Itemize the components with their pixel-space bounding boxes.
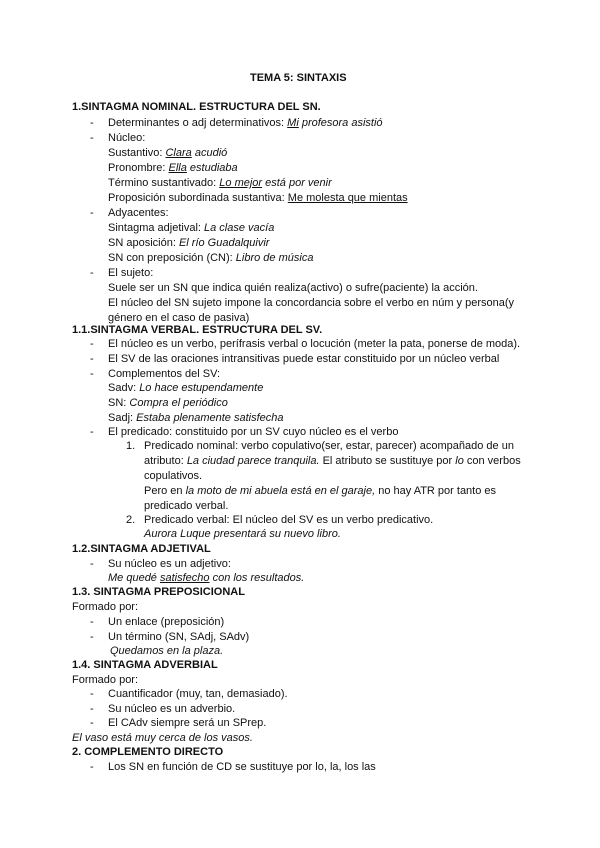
bullet-dash: - <box>90 761 94 773</box>
label: Determinantes o adj determinativos: <box>108 117 288 129</box>
sv-item-2: El SV de las oraciones intransitivas puede estar constituido por un núcleo verbal <box>108 353 500 365</box>
bullet-dash: - <box>90 703 94 715</box>
text: atributo: <box>144 455 187 467</box>
pn-line-2 <box>144 455 521 468</box>
line-sustantivo <box>108 147 227 160</box>
label: Pronombre: <box>108 162 169 174</box>
cd-item-1: Los SN en función de CD se sustituye por lo, la, los las <box>108 761 376 773</box>
label: Sadv: <box>108 382 140 394</box>
bullet-dash: - <box>90 688 94 700</box>
heading-sintagma-verbal: 1.1.SINTAGMA VERBAL. ESTRUCTURA DEL SV. <box>72 324 323 336</box>
label: SN aposición: <box>108 237 179 249</box>
item-sujeto: El sujeto: <box>108 267 154 279</box>
pn-line-1: Predicado nominal: verbo copulativo(ser, estar, parecer) acompañado de un <box>144 440 514 452</box>
pn-line-3: copulativos. <box>144 470 203 482</box>
example: Lo hace estupendamente <box>139 382 264 394</box>
example: estudiaba <box>186 162 238 174</box>
label: Sintagma adjetival: <box>108 222 204 234</box>
text: con los resultados. <box>209 572 305 584</box>
bullet-dash: - <box>90 207 94 219</box>
sv-item-1: El núcleo es un verbo, perífrasis verbal o locución (meter la pata, ponerse de moda). <box>108 338 521 350</box>
example-underlined: Mi <box>287 117 299 129</box>
label: Sustantivo: <box>108 147 166 159</box>
sujeto-line-3: género en el caso de pasiva) <box>108 312 250 324</box>
heading-sintagma-nominal: 1.SINTAGMA NOMINAL. ESTRUCTURA DEL SN. <box>72 101 321 113</box>
bullet-dash: - <box>90 616 94 628</box>
pv-line-1: Predicado verbal: El núcleo del SV es un verbo predicativo. <box>144 514 434 526</box>
sprep-item-1: Un enlace (preposición) <box>108 616 225 628</box>
example: La clase vacía <box>204 222 275 234</box>
line-sadj <box>108 222 274 235</box>
sprep-item-2: Un término (SN, SAdj, SAdv) <box>108 631 250 643</box>
bullet-dash: - <box>90 368 94 380</box>
example: El río Guadalquivir <box>178 237 270 249</box>
example: está por venir <box>262 177 332 189</box>
line-termino <box>108 177 332 190</box>
pn-line-5: predicado verbal. <box>144 500 229 512</box>
text: no hay ATR por tanto es <box>375 485 497 497</box>
sadv-formado: Formado por: <box>72 674 139 686</box>
sadj-example <box>108 572 304 585</box>
bullet-dash: - <box>90 353 94 365</box>
example: Estaba plenamente satisfecha <box>136 412 284 424</box>
pv-example: Aurora Luque presentará su nuevo libro. <box>144 528 341 540</box>
line-aposicion <box>108 237 269 250</box>
label: Proposición subordinada sustantiva: <box>108 192 288 204</box>
label: SN: <box>108 397 130 409</box>
sv-predicado: El predicado: constituido por un SV cuyo núcleo es el verbo <box>108 426 399 438</box>
item-adyacentes: Adyacentes: <box>108 207 169 219</box>
pn-line-4 <box>144 485 496 498</box>
line-sadj-sv <box>108 412 284 425</box>
sprep-example: Quedamos en la plaza. <box>110 645 224 657</box>
bullet-dash: - <box>90 631 94 643</box>
line-preposicion <box>108 252 313 265</box>
sujeto-line-1: Suele ser un SN que indica quién realiza(activo) o sufre(paciente) la acción. <box>108 282 478 294</box>
bullet-dash: - <box>90 338 94 350</box>
list-number: 2. <box>126 514 136 526</box>
label: Sadj: <box>108 412 137 424</box>
heading-sintagma-preposicional: 1.3. SINTAGMA PREPOSICIONAL <box>72 586 245 598</box>
bullet-dash: - <box>90 558 94 570</box>
example-underlined: Me molesta que mientas <box>287 192 408 204</box>
heading-complemento-directo: 2. COMPLEMENTO DIRECTO <box>72 746 224 758</box>
sadv-example: El vaso está muy cerca de los vasos. <box>72 732 253 744</box>
sadj-item-1: Su núcleo es un adjetivo: <box>108 558 231 570</box>
line-proposicion <box>108 192 408 205</box>
example: profesora asistió <box>298 117 383 129</box>
text: El atributo se sustituye por <box>319 455 456 467</box>
item-determinantes <box>108 117 383 130</box>
example: Compra el periódico <box>129 397 228 409</box>
sprep-formado: Formado por: <box>72 601 139 613</box>
text: con verbos <box>463 455 521 467</box>
item-nucleo: Núcleo: <box>108 132 146 144</box>
bullet-dash: - <box>90 717 94 729</box>
bullet-dash: - <box>90 117 94 129</box>
list-number: 1. <box>126 440 136 452</box>
bullet-dash: - <box>90 426 94 438</box>
example: la moto de mi abuela está en el garaje, <box>185 485 376 497</box>
line-sn <box>108 397 228 410</box>
example: lo <box>455 455 464 467</box>
sadv-item-1: Cuantificador (muy, tan, demasiado). <box>108 688 288 700</box>
example-underlined: satisfecho <box>159 572 210 584</box>
sv-complementos: Complementos del SV: <box>108 368 221 380</box>
example-underlined: Clara <box>165 147 192 159</box>
example-underlined: Lo mejor <box>219 177 263 189</box>
sujeto-line-2: El núcleo del SN sujeto impone la concordancia sobre el verbo en núm y persona(y <box>108 297 515 309</box>
page-title: TEMA 5: SINTAXIS <box>250 72 347 84</box>
line-pronombre <box>108 162 238 175</box>
heading-sintagma-adverbial: 1.4. SINTAGMA ADVERBIAL <box>72 659 218 671</box>
example: La ciudad parece tranquila. <box>186 455 320 467</box>
text: Me quedé <box>108 572 160 584</box>
bullet-dash: - <box>90 132 94 144</box>
text: Pero en <box>144 485 186 497</box>
label: SN con preposición (CN): <box>108 252 236 264</box>
bullet-dash: - <box>90 267 94 279</box>
example: acudió <box>191 147 228 159</box>
heading-sintagma-adjetival: 1.2.SINTAGMA ADJETIVAL <box>72 543 211 555</box>
example: Libro de música <box>235 252 314 264</box>
label: Término sustantivado: <box>108 177 220 189</box>
line-sadv <box>108 382 263 395</box>
sadv-item-2: Su núcleo es un adverbio. <box>108 703 236 715</box>
example-underlined: Ella <box>168 162 187 174</box>
sadv-item-3: El CAdv siempre será un SPrep. <box>108 717 267 729</box>
